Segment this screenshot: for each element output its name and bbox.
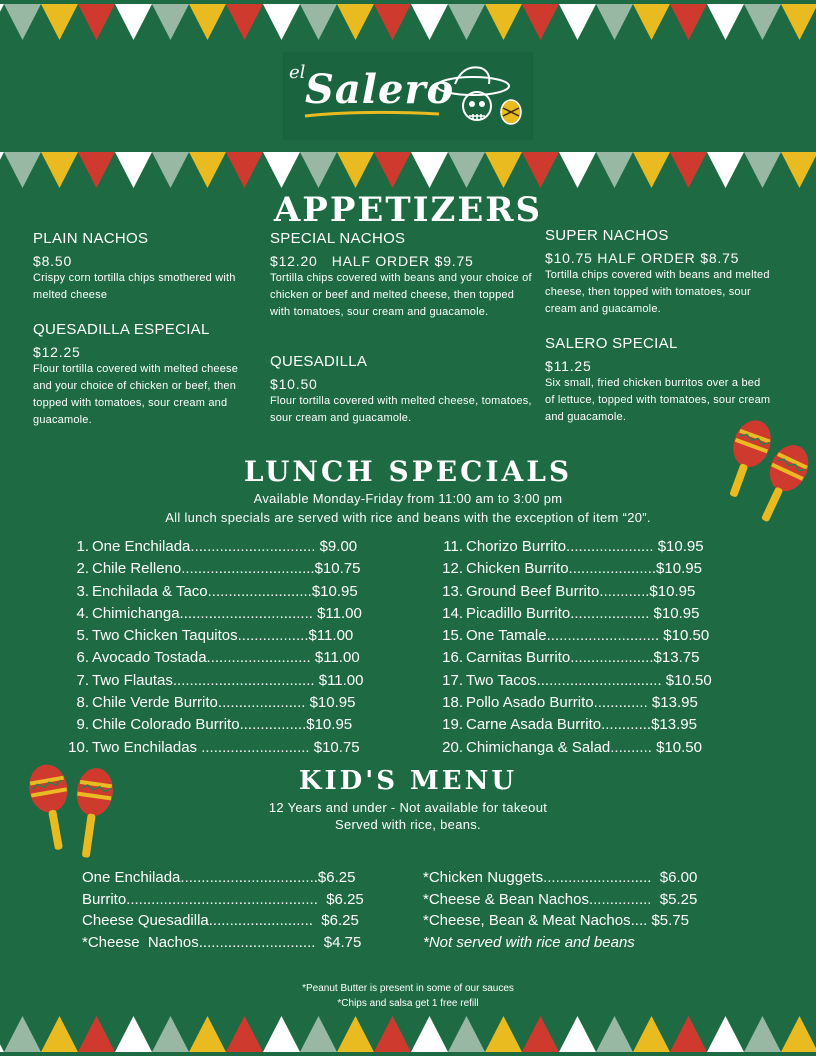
item-price: $8.50	[33, 253, 73, 269]
item-number: 19.	[442, 716, 463, 734]
lunch-item	[438, 739, 712, 761]
bunting-triangle	[374, 4, 411, 40]
item-number: 17.	[442, 671, 463, 689]
bunting-triangle	[411, 152, 448, 188]
bunting-triangle	[263, 4, 300, 40]
item-text: Chile Colorado Burrito................$10.95	[92, 716, 353, 734]
kids-item: Cheese Quesadilla......................... $6.25	[82, 912, 359, 929]
bunting-triangle	[374, 152, 411, 188]
bunting-triangle	[596, 4, 633, 40]
bunting-triangle	[152, 1016, 189, 1052]
bunting-triangle	[41, 152, 78, 188]
bunting-triangle	[0, 4, 4, 40]
kids-note: *Not served with rice and beans	[423, 933, 635, 951]
item-number: 3.	[76, 582, 89, 600]
lunch-item	[438, 649, 712, 671]
item-price: $10.50	[270, 376, 318, 392]
bunting-triangle	[411, 1016, 448, 1052]
item-text: Two Tacos.............................. $10.50	[466, 671, 712, 689]
lunch-item	[64, 694, 364, 716]
bunting-triangle	[263, 1016, 300, 1052]
item-text: Chicken Burrito.....................$10.95	[466, 560, 702, 578]
lunch-item	[438, 627, 712, 649]
item-number: 4.	[76, 604, 89, 622]
bunting-triangle	[596, 1016, 633, 1052]
bunting-triangle	[522, 152, 559, 188]
item-text: Avocado Tostada......................... $11.00	[92, 649, 360, 667]
item-description: Tortilla chips covered with beans and melted cheese, then topped with tomatoes, sour cream and guacamole.	[545, 269, 770, 315]
item-name: QUESADILLA	[270, 353, 368, 370]
bunting-triangle	[411, 4, 448, 40]
kids-restriction: 12 Years and under - Not available for takeout	[268, 800, 548, 815]
item-number: 16.	[442, 649, 463, 667]
bunting-triangle	[337, 4, 374, 40]
kids-item: *Chicken Nuggets.......................... $6.00	[423, 869, 698, 886]
item-text: Chile Verde Burrito..................... $10.95	[92, 694, 356, 712]
lunch-item	[64, 605, 364, 627]
bunting-triangle	[448, 4, 485, 40]
item-number: 7.	[76, 671, 89, 689]
bunting-triangle	[0, 152, 4, 188]
item-name: PLAIN NACHOS	[33, 230, 149, 247]
lunch-item	[64, 672, 364, 694]
bunting-triangle	[670, 152, 707, 188]
item-number: 20.	[442, 738, 463, 756]
bunting-triangle	[189, 152, 226, 188]
bunting-triangle	[226, 1016, 263, 1052]
bunting-triangle	[485, 152, 522, 188]
item-text: Ground Beef Burrito............$10.95	[466, 582, 696, 600]
bunting-triangle	[448, 1016, 485, 1052]
bunting-triangle	[633, 4, 670, 40]
kids-item: Burrito.............................................. $6.25	[82, 890, 364, 908]
logo-prefix: el	[289, 62, 306, 83]
item-number: 12.	[442, 560, 463, 578]
bunting-triangle	[559, 4, 596, 40]
bunting-triangle	[300, 152, 337, 188]
bunting-triangle	[633, 1016, 670, 1052]
item-description: Tortilla chips covered with beans and your choice of chicken or beef and melted cheese, then topped with tomatoes, sour cream and guacamole.	[270, 272, 532, 318]
lunch-item	[64, 627, 364, 649]
peanut-warning: *Peanut Butter is present in some of our sauces	[302, 983, 514, 994]
kids-menu-title: KID'S MENU	[298, 766, 518, 796]
item-description: Flour tortilla covered with melted cheese and your choice of chicken or beef, then topped with tomatoes, sour cream and guacamole.	[33, 363, 239, 426]
bunting-triangle	[78, 4, 115, 40]
lunch-item	[64, 716, 364, 738]
item-name: QUESADILLA ESPECIAL	[33, 321, 210, 338]
bunting-triangle	[41, 1016, 78, 1052]
bunting-triangle	[744, 1016, 781, 1052]
bunting-triangle	[78, 1016, 115, 1052]
bunting-triangle	[337, 1016, 374, 1052]
bunting-triangle	[115, 152, 152, 188]
item-text: Two Chicken Taquitos.................$11.00	[92, 627, 354, 645]
lunch-item	[438, 672, 712, 694]
lunch-availability: Available Monday-Friday from 11:00 am to 3:00 pm	[253, 491, 563, 506]
item-text: Carne Asada Burrito............$13.95	[466, 716, 697, 734]
item-text: Carnitas Burrito....................$13.75	[466, 649, 700, 667]
item-text: Pollo Asado Burrito............. $13.95	[466, 694, 698, 712]
kids-item: *Cheese & Bean Nachos............... $5.25	[423, 890, 698, 908]
sombrero-skull-icon	[433, 60, 529, 134]
item-number: 11.	[443, 538, 463, 555]
appetizer-plain-nachos	[33, 230, 248, 304]
item-number: 10.	[68, 738, 89, 756]
item-name: SALERO SPECIAL	[545, 335, 678, 352]
appetizers-title: APPETIZERS	[273, 190, 543, 230]
bunting-triangle	[4, 152, 41, 188]
item-text: Two Enchiladas .......................... $10.75	[92, 738, 360, 756]
item-name: SUPER NACHOS	[545, 227, 669, 244]
kids-item: One Enchilada.................................$6.25	[82, 869, 356, 886]
item-price: $12.25	[33, 344, 81, 360]
item-number: 9.	[76, 716, 89, 734]
bunting-triangle	[4, 4, 41, 40]
bunting-banner-middle	[0, 148, 816, 192]
bunting-triangle	[300, 4, 337, 40]
bunting-triangle	[115, 4, 152, 40]
bunting-triangle	[744, 152, 781, 188]
item-number: 14.	[442, 604, 463, 622]
lunch-item	[438, 694, 712, 716]
logo-name: Salero	[305, 66, 455, 113]
item-name: SPECIAL NACHOS	[270, 230, 406, 247]
bunting-triangle	[559, 1016, 596, 1052]
bunting-triangle	[226, 152, 263, 188]
bunting-triangle	[263, 152, 300, 188]
item-number: 1.	[76, 538, 89, 555]
lunch-item	[64, 649, 364, 671]
bunting-triangle	[707, 4, 744, 40]
salero-logo	[283, 52, 533, 140]
bunting-triangle	[189, 1016, 226, 1052]
item-text: Enchilada & Taco.........................$10.95	[92, 582, 358, 600]
item-text: Chorizo Burrito..................... $10.95	[466, 538, 704, 555]
appetizer-salero-special	[545, 335, 773, 426]
item-text: One Enchilada.............................. $9.00	[92, 538, 358, 555]
bunting-triangle	[633, 152, 670, 188]
appetizer-special-nachos	[270, 230, 532, 321]
bunting-triangle	[559, 152, 596, 188]
logo-swash-icon	[303, 108, 443, 122]
item-text: Chimichanga & Salad.......... $10.50	[466, 738, 702, 756]
bunting-triangle	[781, 4, 816, 40]
bunting-triangle	[781, 152, 816, 188]
bunting-triangle	[300, 1016, 337, 1052]
appetizer-quesadilla	[270, 353, 532, 427]
item-number: 15.	[442, 627, 463, 645]
bunting-triangle	[670, 1016, 707, 1052]
bunting-triangle	[522, 4, 559, 40]
bunting-triangle	[670, 4, 707, 40]
bunting-triangle	[0, 1016, 4, 1052]
appetizer-super-nachos	[545, 227, 773, 318]
lunch-item	[64, 583, 364, 605]
chips-refill-note: *Chips and salsa get 1 free refill	[337, 998, 479, 1009]
bunting-triangle	[707, 152, 744, 188]
bunting-triangle	[744, 4, 781, 40]
kids-list-left	[82, 869, 364, 955]
item-text: Chimichanga................................ $11.00	[92, 604, 362, 622]
lunch-item	[438, 538, 712, 560]
bunting-triangle	[485, 1016, 522, 1052]
lunch-item	[64, 560, 364, 582]
item-number: 13.	[442, 582, 463, 600]
lunch-list-left	[64, 538, 364, 761]
footer-notes	[0, 981, 816, 1011]
item-number: 18.	[442, 694, 463, 712]
bunting-triangle	[485, 4, 522, 40]
item-description: Six small, fried chicken burritos over a bed of lettuce, topped with tomatoes, sour cream and guacamole.	[545, 377, 771, 423]
kids-list-right	[423, 869, 697, 955]
item-text: Chile Relleno................................$10.75	[92, 560, 361, 578]
bunting-triangle	[152, 4, 189, 40]
kids-item: *Cheese Nachos............................ $4.75	[82, 933, 362, 951]
kids-served-with: Served with rice, beans.	[335, 817, 481, 832]
bunting-banner-top	[0, 0, 816, 44]
lunch-note: All lunch specials are served with rice and beans with the exception of item “20”.	[165, 510, 651, 525]
bunting-triangle	[78, 152, 115, 188]
lunch-item	[64, 538, 364, 560]
item-number: 2.	[76, 560, 89, 578]
lunch-list-right	[438, 538, 712, 761]
lunch-specials-title: LUNCH SPECIALS	[243, 455, 573, 488]
bunting-triangle	[707, 1016, 744, 1052]
item-price: $11.25	[545, 358, 592, 374]
bunting-triangle	[189, 4, 226, 40]
kids-item: *Cheese, Bean & Meat Nachos.... $5.75	[423, 912, 689, 929]
bunting-triangle	[226, 4, 263, 40]
bunting-triangle	[781, 1016, 816, 1052]
item-text: Picadillo Burrito................... $10.95	[466, 604, 700, 622]
item-price: $10.75 HALF ORDER $8.75	[545, 250, 740, 266]
bunting-triangle	[448, 152, 485, 188]
appetizer-quesadilla-especial	[33, 321, 258, 429]
bunting-triangle	[522, 1016, 559, 1052]
lunch-item	[438, 716, 712, 738]
item-number: 5.	[76, 627, 89, 645]
item-description: Crispy corn tortilla chips smothered with melted cheese	[33, 272, 236, 301]
lunch-item	[438, 583, 712, 605]
item-text: One Tamale........................... $10.50	[466, 627, 710, 645]
lunch-item	[438, 605, 712, 627]
bunting-triangle	[4, 1016, 41, 1052]
bunting-triangle	[374, 1016, 411, 1052]
bunting-triangle	[596, 152, 633, 188]
item-number: 6.	[76, 649, 89, 667]
lunch-item	[438, 560, 712, 582]
item-text: Two Flautas.................................. $11.00	[92, 671, 364, 689]
bunting-triangle	[152, 152, 189, 188]
bunting-triangle	[115, 1016, 152, 1052]
item-description: Flour tortilla covered with melted cheese, tomatoes, sour cream and guacamole.	[270, 395, 532, 424]
bunting-banner-bottom	[0, 1012, 816, 1056]
item-number: 8.	[76, 694, 89, 712]
bunting-triangle	[337, 152, 374, 188]
bunting-triangle	[41, 4, 78, 40]
item-price: $12.20 HALF ORDER $9.75	[270, 253, 474, 269]
